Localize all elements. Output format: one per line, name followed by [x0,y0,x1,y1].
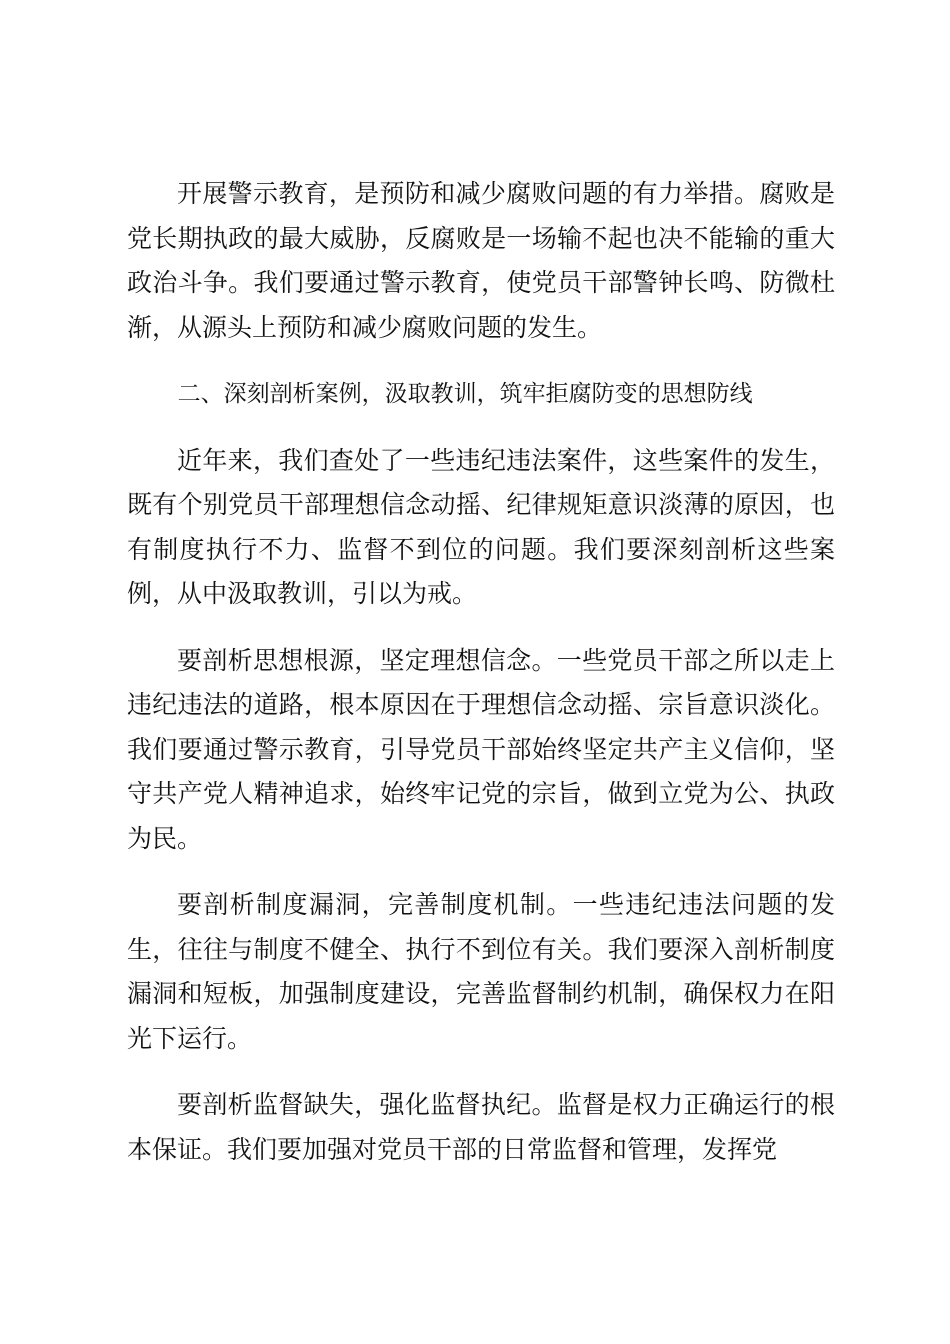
paragraph-system-loopholes: 要剖析制度漏洞，完善制度机制。一些违纪违法问题的发生，往往与制度不健全、执行不到位有关。我们要深入剖析制度漏洞和短板，加强制度建设，完善监督制约机制，确保权力在阳光下运行。 [127,890,835,1053]
paragraph-warning-education: 开展警示教育，是预防和减少腐败问题的有力举措。腐败是党长期执政的最大威胁，反腐败是一场输不起也决不能输的重大政治斗争。我们要通过警示教育，使党员干部警钟长鸣、防微杜渐，从源头上预防和减少腐败问题的发生。 [127,179,835,342]
paragraph-ideological-roots: 要剖析思想根源，坚定理想信念。一些党员干部之所以走上违纪违法的道路，根本原因在于理想信念动摇、宗旨意识淡化。我们要通过警示教育，引导党员干部始终坚定共产主义信仰，坚守共产党人精神追求，始终牢记党的宗旨，做到立党为公、执政为民。 [127,645,835,853]
document-body [127,172,835,1194]
paragraph-case-analysis: 近年来，我们查处了一些违纪违法案件，这些案件的发生，既有个别党员干部理想信念动摇、纪律规矩意识淡薄的原因，也有制度执行不力、监督不到位的问题。我们要深刻剖析这些案例，从中汲取教训，引以为戒。 [127,445,835,608]
paragraph-supervision-gaps: 要剖析监督缺失，强化监督执纪。监督是权力正确运行的根本保证。我们要加强对党员干部的日常监督和管理，发挥党 [127,1090,835,1164]
section-heading-2: 二、深刻剖析案例，汲取教训，筑牢拒腐防变的思想防线 [177,381,753,407]
